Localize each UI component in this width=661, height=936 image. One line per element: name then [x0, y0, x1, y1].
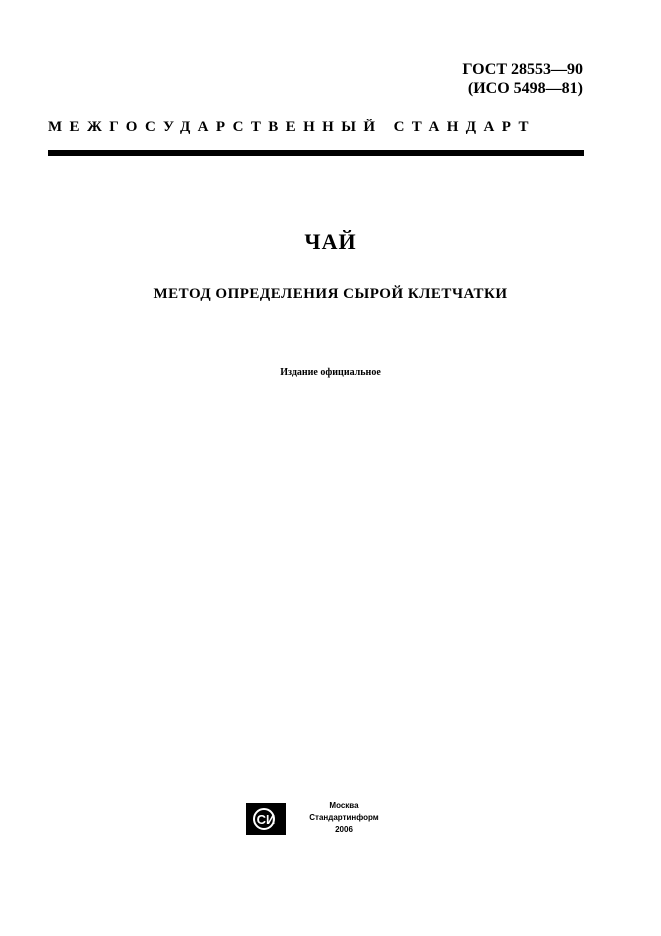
edition-note: Издание официальное: [280, 367, 381, 378]
publisher-info: [294, 800, 394, 836]
publisher-name: Стандартинформ: [309, 813, 379, 822]
document-title: ЧАЙ: [304, 229, 357, 254]
logo-letters: СИ: [256, 812, 276, 827]
gost-designation: [462, 60, 583, 98]
document-subtitle: МЕТОД ОПРЕДЕЛЕНИЯ СЫРОЙ КЛЕТЧАТКИ: [153, 286, 508, 302]
publisher-logo-icon: [246, 803, 286, 835]
header-divider: [48, 150, 584, 156]
gost-number: ГОСТ 28553—90: [462, 61, 583, 78]
publication-year: 2006: [335, 825, 353, 834]
publisher-city: Москва: [329, 801, 359, 810]
iso-number: (ИСО 5498—81): [467, 80, 583, 97]
publisher-block: [246, 800, 396, 840]
standard-type-heading: МЕЖГОСУДАРСТВЕННЫЙ СТАНДАРТ: [48, 119, 536, 135]
